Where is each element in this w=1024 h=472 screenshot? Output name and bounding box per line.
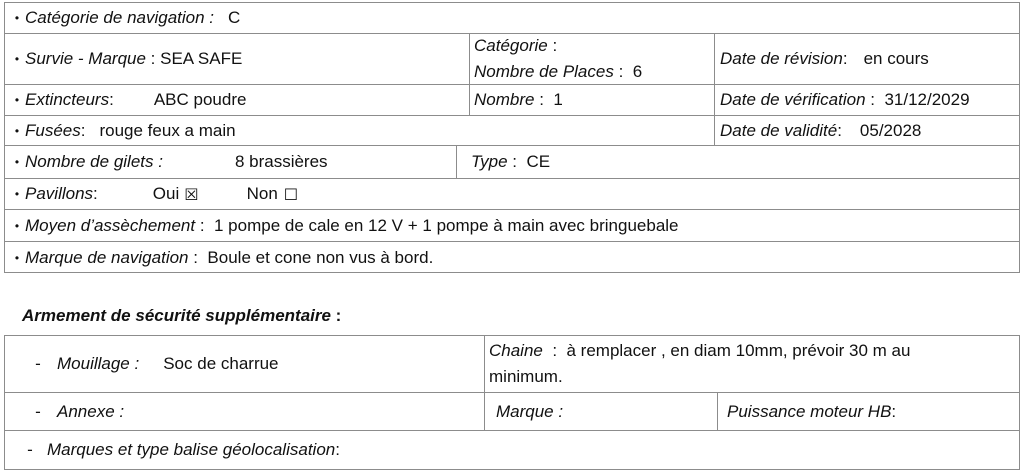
separator: : [507,152,527,171]
table-row [5,431,1019,469]
navigation-category-cell [5,3,1019,33]
tender-cell [5,393,484,430]
lifejackets-type-label: Type [471,152,508,171]
separator: : [837,120,842,140]
flares-value: rouge feux a main [99,120,236,140]
verification-date-label: Date de vérification [720,90,866,109]
bullet-icon: • [14,93,20,107]
outboard-power-cell [717,393,1019,430]
separator: : [335,440,340,459]
raft-category-label: Catégorie [474,36,548,55]
validity-date-cell [714,116,1019,145]
bullet-icon: • [14,250,20,265]
dash-icon: - [35,401,41,421]
navigation-mark-label: Marque de navigation [25,247,189,267]
separator: : [891,401,897,421]
extinguishers-value: ABC poudre [153,90,247,109]
table-row [5,116,1019,146]
bullet-icon: • [14,52,20,66]
bullet-icon: • [14,187,20,201]
navigation-category-label: Catégorie de navigation : [25,8,215,27]
tender-brand-label: Marque : [496,401,564,421]
beacon-label: Marques et type balise géolocalisation [47,440,336,459]
tender-label: Annexe : [57,401,125,421]
bilge-pump-label: Moyen d’assèchement [25,215,196,235]
revision-date-label: Date de révision [720,49,843,68]
safety-equipment-table [4,2,1020,273]
separator: : [93,184,98,203]
separator: : [145,49,161,68]
revision-date-value: en cours [863,49,929,68]
bullet-icon: • [14,218,20,233]
table-row [5,393,1019,431]
places-count-value: 6 [632,62,643,81]
navigation-mark-cell [5,242,1019,273]
separator: : [195,215,214,235]
verification-date-value: 31/12/2029 [884,90,970,109]
separator: : [613,62,633,81]
validity-date-label: Date de validité [720,120,838,140]
extinguishers-cell [5,85,469,115]
separator: : [547,36,558,55]
flags-oui-label: Oui [152,184,180,203]
beacon-cell [5,431,1019,469]
chain-value-line1: à remplacer , en diam 10mm, prévoir 30 m au [566,341,911,360]
anchor-cell [5,336,484,392]
flares-label: Fusées [25,120,81,140]
survival-brand-label: Survie - Marque [25,49,146,68]
bilge-pump-cell [5,210,1019,241]
separator: : [188,247,208,267]
section-title-text: Armement de sécurité supplémentaire [22,306,331,325]
separator: : [842,49,848,68]
verification-date-cell [714,85,1019,115]
places-count-label: Nombre de Places [474,62,614,81]
survival-brand-value: SEA SAFE [160,49,243,68]
navigation-category-value: C [228,8,241,27]
separator: : [534,90,554,109]
flags-label: Pavillons [25,184,94,203]
table-row [5,146,1019,179]
flags-cell [5,179,1019,209]
separator: : [109,90,114,109]
navigation-mark-value: Boule et cone non vus à bord. [207,247,434,267]
table-row [5,336,1019,393]
chain-cell [484,336,1019,392]
dash-icon: - [27,440,33,459]
separator: : [80,120,86,140]
separator: : [542,341,567,360]
table-row [5,85,1019,116]
extinguishers-count-label: Nombre [474,90,535,109]
chain-label: Chaine [489,341,543,360]
anchor-value: Soc de charrue [163,354,279,373]
lifejackets-label: Nombre de gilets : [25,152,163,171]
dash-icon: - [35,354,41,373]
validity-date-value: 05/2028 [859,120,922,140]
table-row [5,242,1019,273]
outboard-power-label: Puissance moteur HB [727,401,892,421]
table-row [5,179,1019,210]
lifejackets-type-value: CE [526,152,551,171]
revision-date-cell [714,34,1019,84]
bilge-pump-value: 1 pompe de cale en 12 V + 1 pompe à main avec bringuebale [214,215,679,235]
table-row [5,3,1019,34]
survival-brand-cell [5,34,469,84]
raft-category-cell [469,34,714,84]
bullet-icon: • [14,155,20,169]
unchecked-box-icon[interactable]: ☐ [283,184,299,204]
bullet-icon: • [14,11,20,25]
section-title [22,306,341,326]
tender-brand-cell [484,393,717,430]
lifejackets-value: 8 brassières [234,152,328,171]
extinguishers-label: Extincteurs [25,90,110,109]
checked-box-icon[interactable]: ☒ [184,184,199,204]
chain-value-line2: minimum. [489,367,563,386]
lifejackets-cell [5,146,456,178]
section-title-colon: : [330,306,342,325]
extinguishers-count-cell [469,85,714,115]
separator: : [865,90,885,109]
bullet-icon: • [14,123,20,138]
table-row [5,34,1019,85]
table-row [5,210,1019,242]
flags-non-label: Non [246,184,278,203]
anchor-label: Mouillage : [57,354,140,373]
additional-safety-table [4,335,1020,470]
extinguishers-count-value: 1 [553,90,563,109]
flares-cell [5,116,714,145]
lifejackets-type-cell [456,146,1019,178]
